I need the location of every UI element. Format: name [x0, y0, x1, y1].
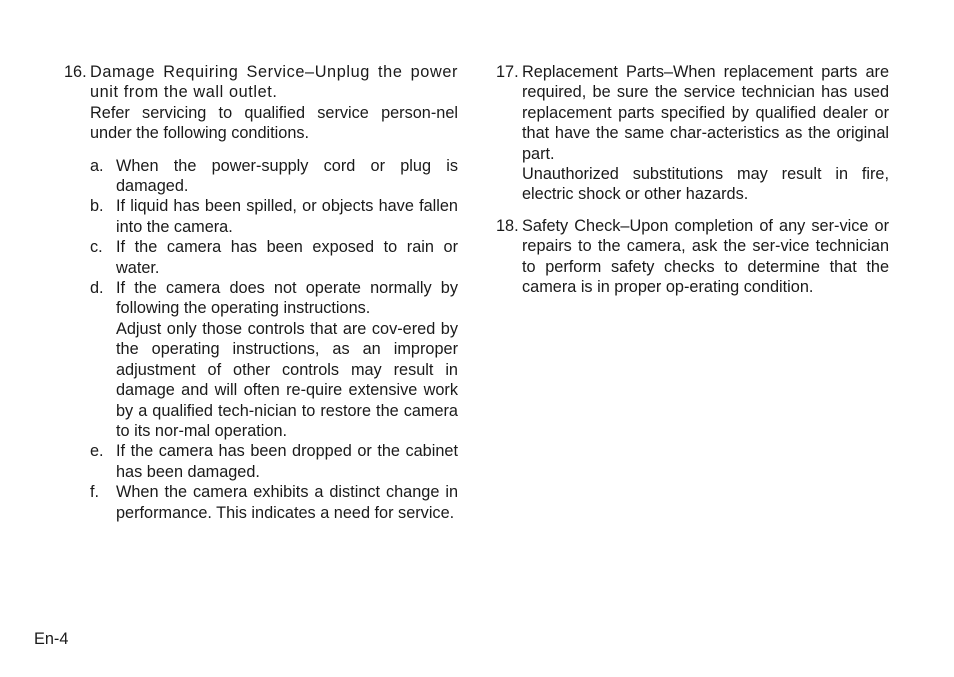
left-column — [64, 62, 458, 523]
list-item — [90, 278, 458, 441]
list-text: If liquid has been spilled, or objects have fallen into the camera. — [116, 197, 458, 236]
list-text: When the camera exhibits a distinct change in performance. This indicates a need for service. — [116, 483, 458, 522]
list-letter: f. — [90, 483, 100, 502]
section-heading: Safety Check–Upon completion of any ser-vice or repairs to the camera, ask the ser-vice technician to perform safety checks to determine that the camera is in proper op-erating condition. — [522, 216, 889, 297]
section-number: 17. — [496, 63, 519, 81]
section-16 — [64, 62, 458, 523]
section-18 — [496, 216, 889, 298]
section-number: 18. — [496, 216, 519, 235]
section-text: Unauthorized substitutions may result in fire, electric shock or other hazards. — [522, 165, 889, 204]
list-item — [90, 237, 458, 278]
list-letter: e. — [90, 442, 104, 461]
right-column — [496, 62, 889, 297]
list-text-continued: Adjust only those controls that are cov-ered by the operating instructions, as an improper adjustment of other controls may result in damage and will often re-quire extensive work by a qualified tech-nician to restore the camera to its nor-mal operation. — [116, 319, 458, 440]
section-17 — [496, 62, 889, 205]
list-item — [90, 156, 458, 197]
list-item — [90, 196, 458, 237]
list-text: If the camera does not operate normally by following the operating instructions. — [116, 279, 458, 318]
list-letter: b. — [90, 197, 104, 216]
section-number: 16. — [64, 63, 87, 81]
page-number: En-4 — [34, 630, 69, 648]
list-letter: d. — [90, 279, 104, 298]
list-text: If the camera has been exposed to rain or water. — [116, 238, 458, 277]
section-heading: Damage Requiring Service–Unplug the power unit from the wall outlet. — [90, 63, 458, 102]
list-text: If the camera has been dropped or the cabinet has been damaged. — [116, 442, 458, 481]
section-heading: Replacement Parts–When replacement parts are required, be sure the service technician has used replacement parts specified by qualified dealer or that have the same char-acteristics as the original part. — [522, 63, 889, 163]
list-item — [90, 482, 458, 523]
list-letter: c. — [90, 238, 103, 257]
list-item — [90, 441, 458, 482]
list-text: When the power-supply cord or plug is damaged. — [116, 156, 458, 196]
section-text: Refer servicing to qualified service person-nel under the following conditions. — [90, 103, 458, 143]
condition-list — [90, 156, 458, 523]
list-letter: a. — [90, 156, 104, 175]
